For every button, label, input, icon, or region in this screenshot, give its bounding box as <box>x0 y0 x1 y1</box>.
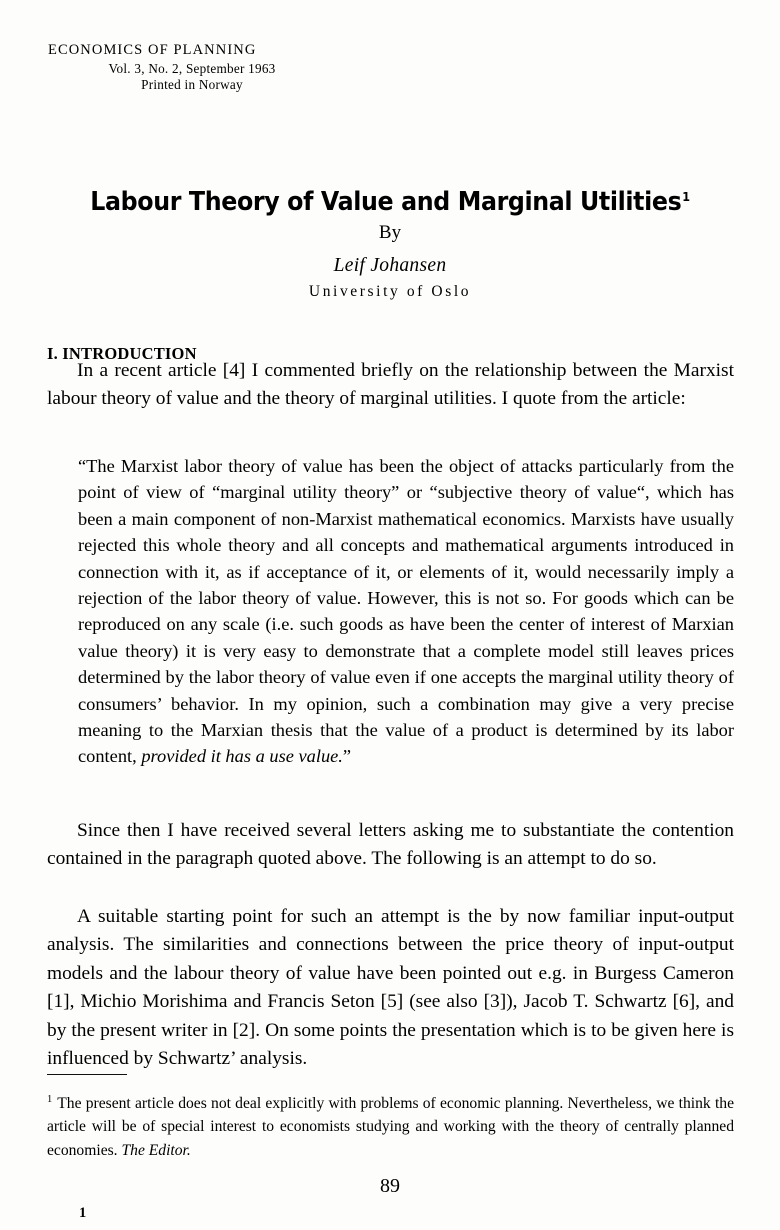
blockquote-text-part1: “The Marxist labor theory of value has been the object of attacks particularly from the point of view of “marginal utility theory” or “subjective theory of value“, which has been a main component of non-Marxist mathematical economics. Marxists have usually rejected this whole theory and all concepts and mathematical arguments introduced in connection with it, as if acceptance of it, or elements of it, would necessarily imply a rejection of the labor theory of value. However, this is not so. For goods which can be reproduced on any scale (i.e. such goods as have been the center of interest of Marxian value theory) it is very easy to demonstrate that a complete model still leaves prices determined by the labor theory of value even if one accepts the marginal utility theory of consumers’ behavior. In my opinion, such a combination may give a very precise meaning to the Marxian thesis that the value of a product is determined by its labor content, <box>78 456 734 767</box>
blockquote-paragraph <box>78 453 734 770</box>
page-number: 89 <box>380 1175 400 1197</box>
journal-name: ECONOMICS OF PLANNING <box>48 42 257 58</box>
journal-issue: Vol. 3, No. 2, September 1963 <box>108 60 276 76</box>
paragraph-block-3 <box>47 903 734 1073</box>
intro-paragraph-block <box>47 357 734 414</box>
paragraph-three: A suitable starting point for such an attempt is the by now familiar input-output analysis. The similarities and connections between the price theory of input-output models and the labour theory of value have been pointed out e.g. in Burgess Cameron [1], Michio Morishima and Francis Seton [5] (see also [3]), Jacob T. Schwartz [6], and by the present writer in [2]. On some points the presentation which is to be given here is influenced by Schwartz’ analysis. <box>47 906 734 1070</box>
byline-author: Leif Johansen <box>333 255 447 276</box>
journal-printed-in: Printed in Norway <box>141 76 243 92</box>
title-footnote-marker: 1 <box>682 189 690 204</box>
paragraph-two: Since then I have received several letters asking me to substantiate the contention contained in the paragraph quoted above. The following is an attempt to do so. <box>47 820 734 870</box>
blockquote-italic-phrase: provided it has a use value. <box>141 746 343 767</box>
footnote-signature: The Editor. <box>121 1141 191 1159</box>
journal-header <box>47 42 337 93</box>
footnote-marker: 1 <box>47 1094 53 1105</box>
paragraph-block-2 <box>47 817 734 874</box>
article-title-text: Labour Theory of Value and Marginal Utilities <box>90 187 682 218</box>
byline-by-label: By <box>378 222 402 243</box>
footnote-text: The present article does not deal explicitly with problems of economic planning. Nevertheless, we think the article will be of special interest to economists studying and working with the theory of centrally planned economies. <box>47 1095 734 1159</box>
page-title <box>27 187 752 217</box>
section-heading-introduction: I. INTRODUCTION <box>47 343 197 363</box>
blockquote <box>78 453 734 770</box>
byline-affiliation: University of Oslo <box>308 283 472 300</box>
paragraph-intro: In a recent article [4] I commented briefly on the relationship between the Marxist labour theory of value and the theory of marginal utilities. I quote from the article: <box>47 360 734 410</box>
footnote-separator-rule <box>47 1074 127 1075</box>
footnote <box>47 1088 734 1162</box>
footnote-paragraph <box>47 1088 734 1162</box>
blockquote-text-part2: ” <box>342 746 352 767</box>
signature-mark: 1 <box>79 1205 87 1221</box>
